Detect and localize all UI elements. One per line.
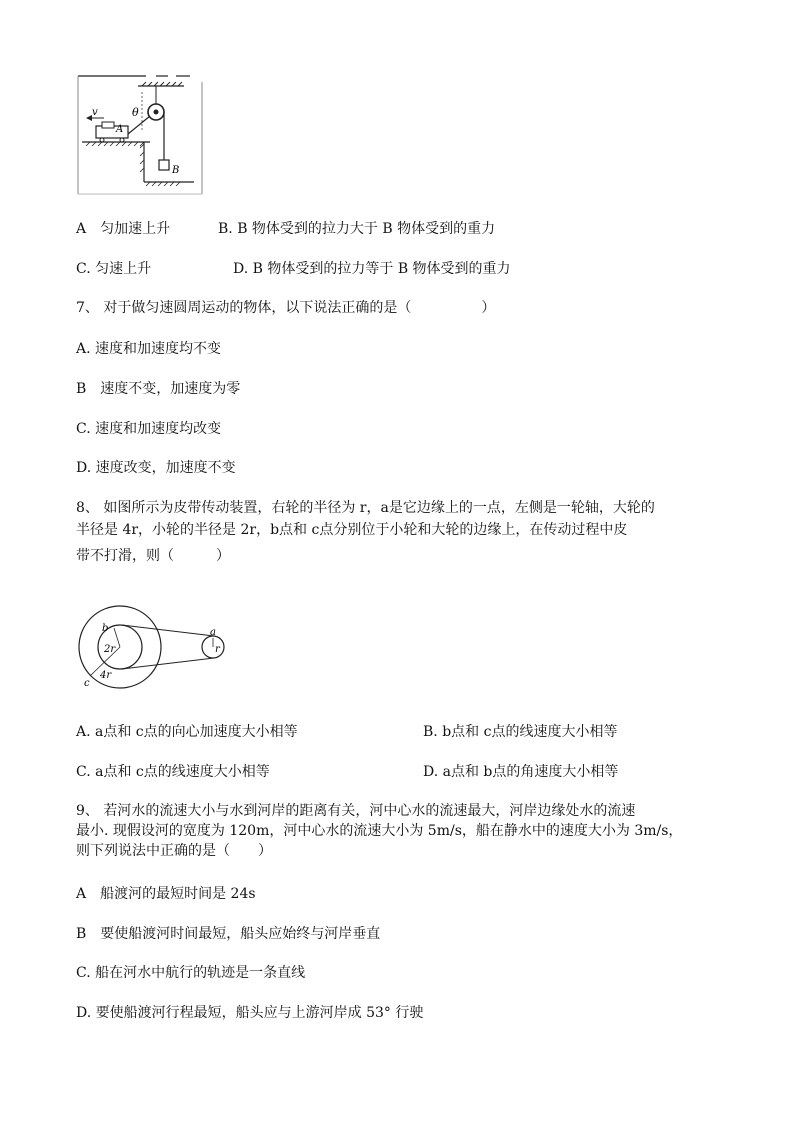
q7-option-d: D. 速度改变，加速度不变 xyxy=(76,460,236,476)
q9-stem-line: 则下列说法中正确的是（ ） xyxy=(76,843,272,859)
q9-option-b: B 要使船渡河时间最短，船头应始终与河岸垂直 xyxy=(76,926,381,942)
q6-option-a: A 匀加速上升 xyxy=(76,221,171,237)
label-v: v xyxy=(92,107,98,118)
q8-stem xyxy=(76,497,718,567)
q9-option-c: C. 船在河水中航行的轨迹是一条直线 xyxy=(76,965,306,981)
q8-option-a: A. a点和 c点的向心加速度大小相等 xyxy=(76,724,298,740)
label-a: A xyxy=(116,124,124,135)
q8-stem-line: 半径是 4r，小轮的半径是 2r，b点和 c点分别位于小轮和大轮的边缘上，在传动过程中皮 xyxy=(76,522,628,538)
q8-stem-line: 带不打滑，则（ ） xyxy=(76,548,230,564)
q9-stem-line: 最小. 现假设河的宽度为 120m，河中心水的流速大小为 5m/s，船在静水中的速度大小为 3m/s， xyxy=(76,823,683,839)
q6-option-b: B. B 物体受到的拉力大于 B 物体受到的重力 xyxy=(218,221,496,237)
q6-option-d: D. B 物体受到的拉力等于 B 物体受到的重力 xyxy=(233,261,511,277)
q8-option-c: C. a点和 c点的线速度大小相等 xyxy=(76,764,270,780)
q7-option-b: B 速度不变，加速度为零 xyxy=(76,381,241,397)
belt-drive-figure xyxy=(78,602,238,694)
label-4r: 4r xyxy=(100,670,112,681)
q7-option-a: A. 速度和加速度均不变 xyxy=(76,341,222,357)
q9-option-a: A 船渡河的最短时间是 24s xyxy=(76,886,256,902)
label-a-point: a xyxy=(210,627,216,638)
q9-stem-line: 9、 若河水的流速大小与水到河岸的距离有关，河中心水的流速最大，河岸边缘处水的流速 xyxy=(76,803,636,819)
q9-stem xyxy=(76,801,718,861)
label-2r: 2r xyxy=(104,644,116,655)
pulley-figure xyxy=(74,72,208,198)
label-theta: θ xyxy=(132,106,139,119)
q7-stem: 7、 对于做匀速圆周运动的物体，以下说法正确的是（ ） xyxy=(76,300,496,316)
q8-option-b: B. b点和 c点的线速度大小相等 xyxy=(423,724,618,740)
label-b-point: b xyxy=(102,623,109,634)
q7-option-c: C. 速度和加速度均改变 xyxy=(76,421,222,437)
q8-option-d: D. a点和 b点的角速度大小相等 xyxy=(423,764,619,780)
label-r: r xyxy=(215,644,220,655)
q6-option-c: C. 匀速上升 xyxy=(76,261,152,277)
label-b: B xyxy=(172,165,180,176)
q8-stem-line: 8、 如图所示为皮带传动装置，右轮的半径为 r，a是它边缘上的一点，左侧是一轮轴，大轮的 xyxy=(76,500,655,516)
q9-option-d: D. 要使船渡河行程最短，船头应与上游河岸成 53° 行驶 xyxy=(76,1005,424,1021)
label-c-point: c xyxy=(84,678,90,689)
